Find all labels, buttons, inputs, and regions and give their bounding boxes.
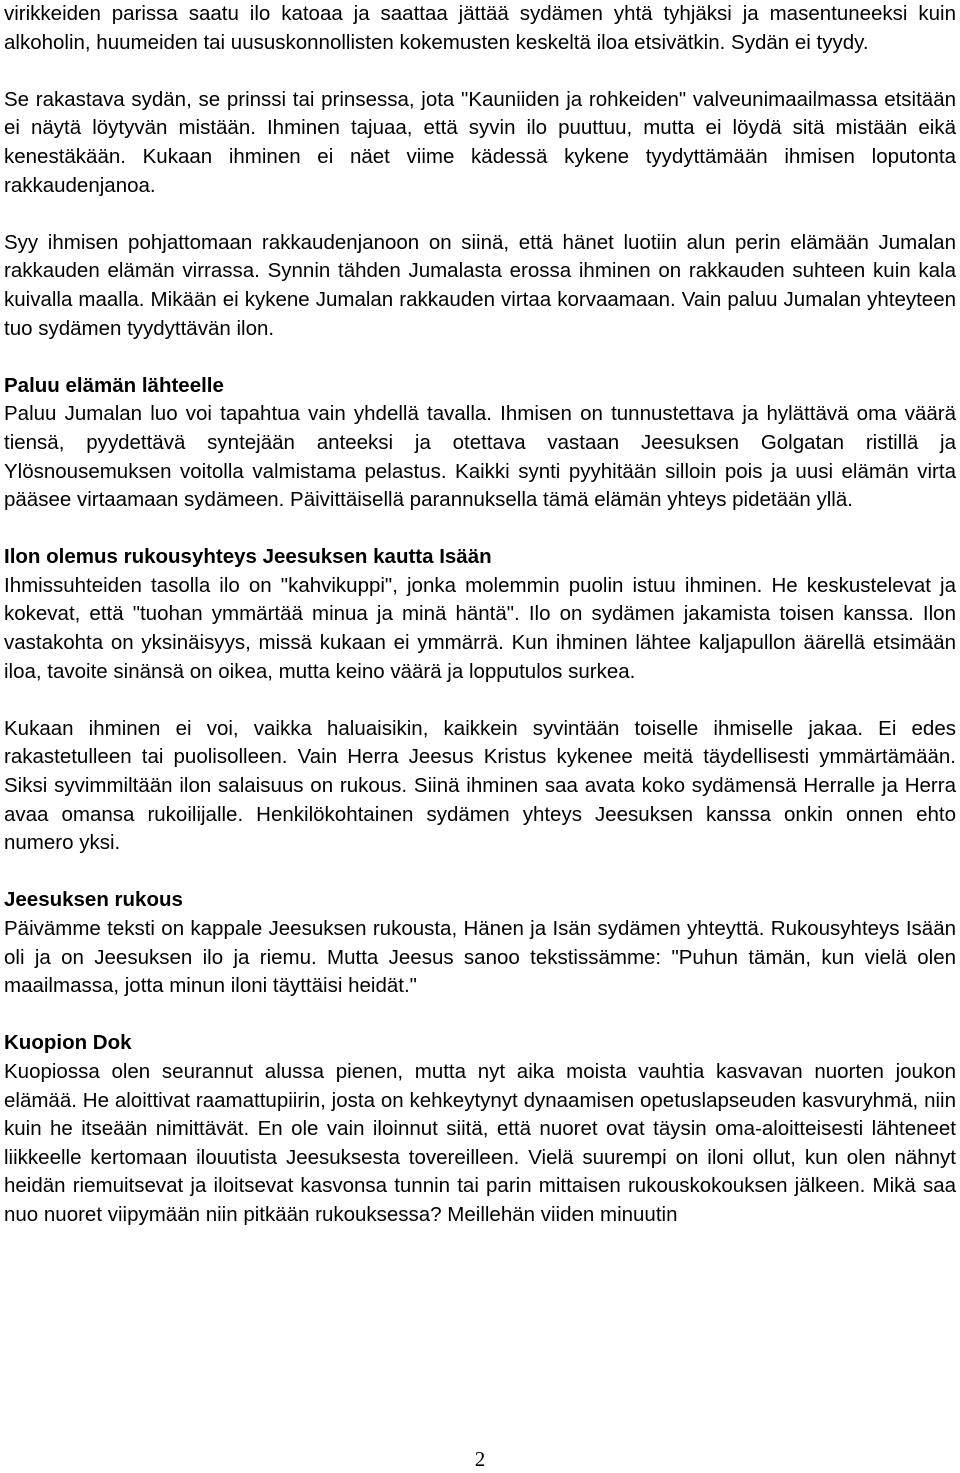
paragraph-gap <box>4 858 956 887</box>
paragraph-gap <box>4 1001 956 1030</box>
paragraph-intro: virikkeiden parissa saatu ilo katoaa ja saattaa jättää sydämen yhtä tyhjäksi ja masentuneeksi kuin alkoholin, huumeiden tai uususkonnollisten kokemusten keskeltä iloa etsivätkin. Sydän ei tyydy. <box>4 2 956 54</box>
paragraph-jesus-prayer: Päivämme teksti on kappale Jeesuksen rukousta, Hänen ja Isän sydämen yhteyttä. Rukousyhteys Isään oli ja on Jeesuksen ilo ja riemu. Mutta Jeesus sanoo tekstissämme: "Puhun tämän, kun vielä olen maailmassa, jotta minun iloni täyttäisi heidät." <box>4 917 956 998</box>
paragraph-coffee-cup: Ihmissuhteiden tasolla ilo on "kahvikuppi", jonka molemmin puolin istuu ihminen. He keskustelevat ja kokevat, että "tuohan ymmärtää minua ja minä häntä". Ilo on sydämen jakamista toisen kanssa. Ilon vastakohta on yksinäisyys, missä kukaan ei ymmärrä. Kun ihminen lähtee kaljapullon äärellä etsimään iloa, tavoite sinänsä on oikea, mutta keino väärä ja lopputulos surkea. <box>4 573 956 683</box>
section-heading-joy-essence: Ilon olemus rukousyhteys Jeesuksen kautta Isään <box>4 545 492 569</box>
section-heading-kuopio-dok: Kuopion Dok <box>4 1031 132 1055</box>
paragraph-gap <box>4 343 956 372</box>
paragraph-gap <box>4 200 956 229</box>
paragraph-kuopio: Kuopiossa olen seurannut alussa pienen, mutta nyt aika moista vauhtia kasvavan nuorten joukon elämää. He aloittivat raamattupiirin, josta on kehkeytynyt dynaamisen opetuslapseuden kasvuryhmä, niin kuin he itseään nimittävät. En ole vain iloinnut siitä, että nuoret ovat täysin oma-aloitteisesti lähteneet liikkeelle kertomaan ilouutista Jeesuksesta tovereilleen. Vielä suurempi on iloni ollut, kun olen nähnyt heidän riemuitsevat ja iloitsevat kasvonsa tunnin tai parin mittaisen rukouskokouksen jälkeen. Mikä saa nuo nuoret viipymään niin pitkään rukouksessa? Meillehän viiden minuutin <box>4 1059 956 1226</box>
paragraph-gap <box>4 515 956 544</box>
document-page <box>4 0 956 1230</box>
paragraph-prayer-secret: Kukaan ihminen ei voi, vaikka haluaisikin, kaikkein syvintään toiselle ihmiselle jakaa. Ei edes rakastetulleen tai puolisolleen. Vain Herra Jeesus Kristus kykenee meitä täydellisesti ymmärtämään. Siksi syvimmiltään ilon salaisuus on rukous. Siinä ihminen saa avata koko sydämensä Herralle ja Herra avaa omansa rukoilijalle. Henkilökohtainen sydämen yhteys Jeesuksen kanssa onkin onnen ehto numero yksi. <box>4 716 956 855</box>
section-heading-return: Paluu elämän lähteelle <box>4 373 224 397</box>
section-heading-jesus-prayer: Jeesuksen rukous <box>4 888 183 912</box>
paragraph-gap <box>4 57 956 86</box>
page-number: 2 <box>474 1447 486 1471</box>
paragraph-reason: Syy ihmisen pohjattomaan rakkaudenjanoon on siinä, että hänet luotiin alun perin elämään Jumalan rakkauden elämän virrassa. Synnin tähden Jumalasta erossa ihminen on rakkauden suhteen kuin kala kuivalla maalla. Mikään ei kykene Jumalan rakkauden virtaa korvaamaan. Vain paluu Jumalan yhteyteen tuo sydämen tyydyttävän ilon. <box>4 230 956 340</box>
paragraph-gap <box>4 686 956 715</box>
paragraph-return: Paluu Jumalan luo voi tapahtua vain yhdellä tavalla. Ihmisen on tunnustettava ja hylättävä oma väärä tiensä, pyydettävä syntejään anteeksi ja otettava vastaan Jeesuksen Golgatan ristillä ja Ylösnousemuksen voitolla valmistama pelastus. Kaikki synti pyyhitään silloin pois ja uusi elämän virta pääsee virtaamaan sydämeen. Päivittäisellä parannuksella tämä elämän yhteys pidetään yllä. <box>4 402 956 512</box>
paragraph-loving-heart: Se rakastava sydän, se prinssi tai prinsessa, jota "Kauniiden ja rohkeiden" valveunimaailmassa etsitään ei näytä löytyvän mistään. Ihminen tajuaa, että syvin ilo puuttuu, mutta ei löydä sitä mistään eikä kenestäkään. Kukaan ihminen ei näet viime kädessä kykene tyydyttämään ihmisen loputonta rakkaudenjanoa. <box>4 87 956 197</box>
